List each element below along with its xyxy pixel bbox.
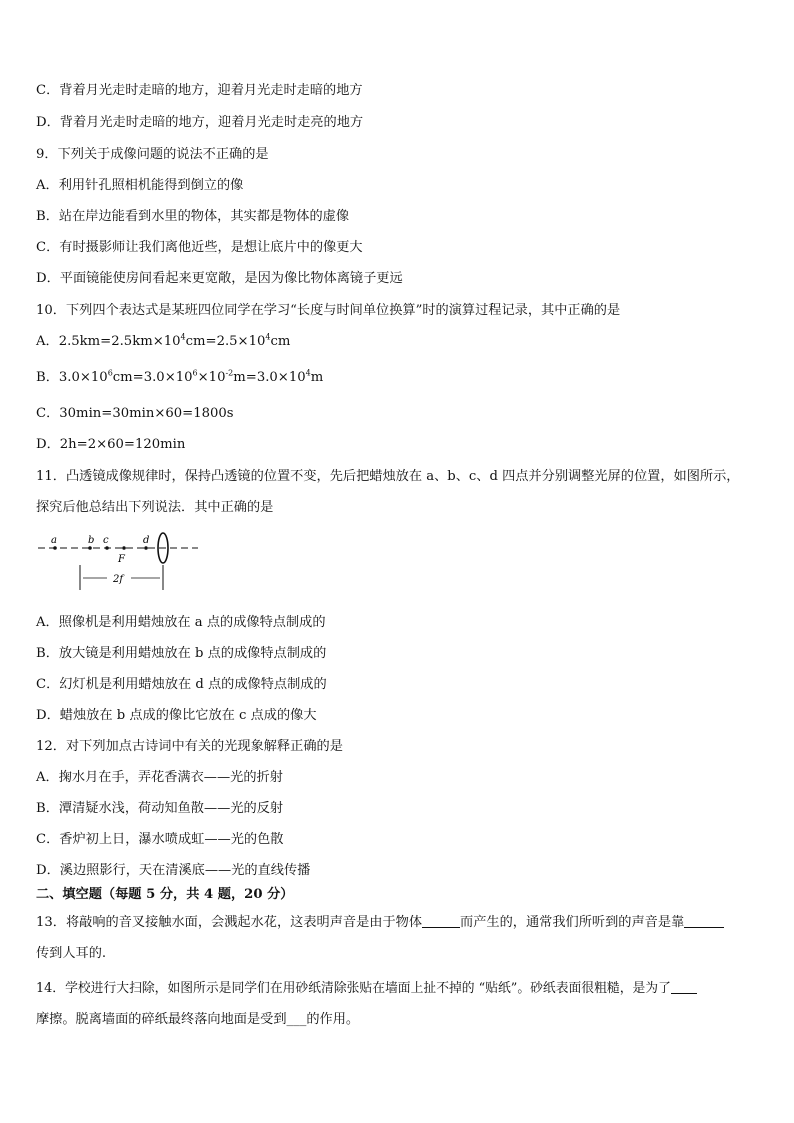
q11-option-a: A．照像机是利用蜡烛放在 a 点的成像特点制成的 <box>36 615 326 630</box>
q14-blank-1[interactable] <box>671 980 697 994</box>
q10-option-a: A．$2.5km=2.5km\times 10^4cm=2.5\times 10^4cm$ <box>36 332 291 349</box>
q11-stem-line1: 11．凸透镜成像规律时，保持凸透镜的位置不变，先后把蜡烛放在 a、b、c、d 四点并分别调整光屏的位置，如图所示， <box>36 469 740 484</box>
q12-stem: 12．对下列加点古诗词中有关的光现象解释正确的是 <box>36 739 343 754</box>
point-a <box>53 546 57 550</box>
point-b <box>88 546 92 550</box>
label-2f: 2f <box>113 574 124 585</box>
q9-stem: 9．下列关于成像问题的说法不正确的是 <box>36 147 269 162</box>
q11-option-b: B．放大镜是利用蜡烛放在 b 点的成像特点制成的 <box>36 646 327 661</box>
label-b: b <box>88 535 95 546</box>
q10-stem: 10．下列四个表达式是某班四位同学在学习“长度与时间单位换算”时的演算过程记录，其中正确的是 <box>36 303 621 318</box>
q12-option-c: C．香炉初上日，瀑水喷成虹——光的色散 <box>36 832 284 847</box>
point-d <box>144 546 148 550</box>
q13-line1: 13．将敲响的音叉接触水面，会溅起水花，这表明声音是由于物体 而产生的，通常我们所听到的声音是靠 <box>36 914 758 932</box>
section-2-heading: 二、填空题（每题 5 分，共 4 题，20 分） <box>36 887 294 902</box>
q12-option-d: D．溪边照影行，天在清溪底——光的直线传播 <box>36 863 311 878</box>
point-F <box>122 546 126 550</box>
q9-option-a: A．利用针孔照相机能得到倒立的像 <box>36 178 244 193</box>
q14-line1: 14．学校进行大扫除，如图所示是同学们在用砂纸清除张贴在墙面上扯不掉的 “贴纸”。砂纸表面很粗糙，是为了 <box>36 980 758 998</box>
point-c <box>105 546 109 550</box>
q10-option-b: B．$3.0\times 10^6cm=3.0\times 10^6\times 10^{-2}m=3.0\times 10^4m$ <box>36 368 324 385</box>
q14-line2: 摩擦。脱离墙面的碎纸最终落向地面是受到___的作用。 <box>36 1012 360 1027</box>
label-a: a <box>51 535 57 546</box>
q13-blank-2[interactable] <box>684 914 724 928</box>
q11-option-c: C．幻灯机是利用蜡烛放在 d 点的成像特点制成的 <box>36 677 327 692</box>
lens-diagram <box>36 530 206 592</box>
q11-option-d: D．蜡烛放在 b 点成的像比它放在 c 点成的像大 <box>36 708 317 723</box>
label-d: d <box>143 535 150 546</box>
q13-line2: 传到人耳的. <box>36 946 107 961</box>
q8-option-c: C．背着月光走时走暗的地方，迎着月光走时走暗的地方 <box>36 83 363 98</box>
q9-option-c: C．有时摄影师让我们离他近些，是想让底片中的像更大 <box>36 240 363 255</box>
q10-option-d: D．2h=2×60=120min <box>36 437 186 452</box>
q11-stem-line2: 探究后他总结出下列说法．其中正确的是 <box>36 500 274 515</box>
q10-option-c: C．30min=30min×60=1800s <box>36 406 234 421</box>
q9-option-d: D．平面镜能使房间看起来更宽敞，是因为像比物体离镜子更远 <box>36 271 403 286</box>
q9-option-b: B．站在岸边能看到水里的物体，其实都是物体的虚像 <box>36 209 350 224</box>
q8-option-d: D．背着月光走时走暗的地方，迎着月光走时走亮的地方 <box>36 115 364 130</box>
q12-option-a: A．掬水月在手，弄花香满衣——光的折射 <box>36 770 283 785</box>
q12-option-b: B．潭清疑水浅，荷动知鱼散——光的反射 <box>36 801 284 816</box>
label-c: c <box>103 535 109 546</box>
q13-blank-1[interactable] <box>422 914 460 928</box>
label-F: F <box>118 554 125 565</box>
